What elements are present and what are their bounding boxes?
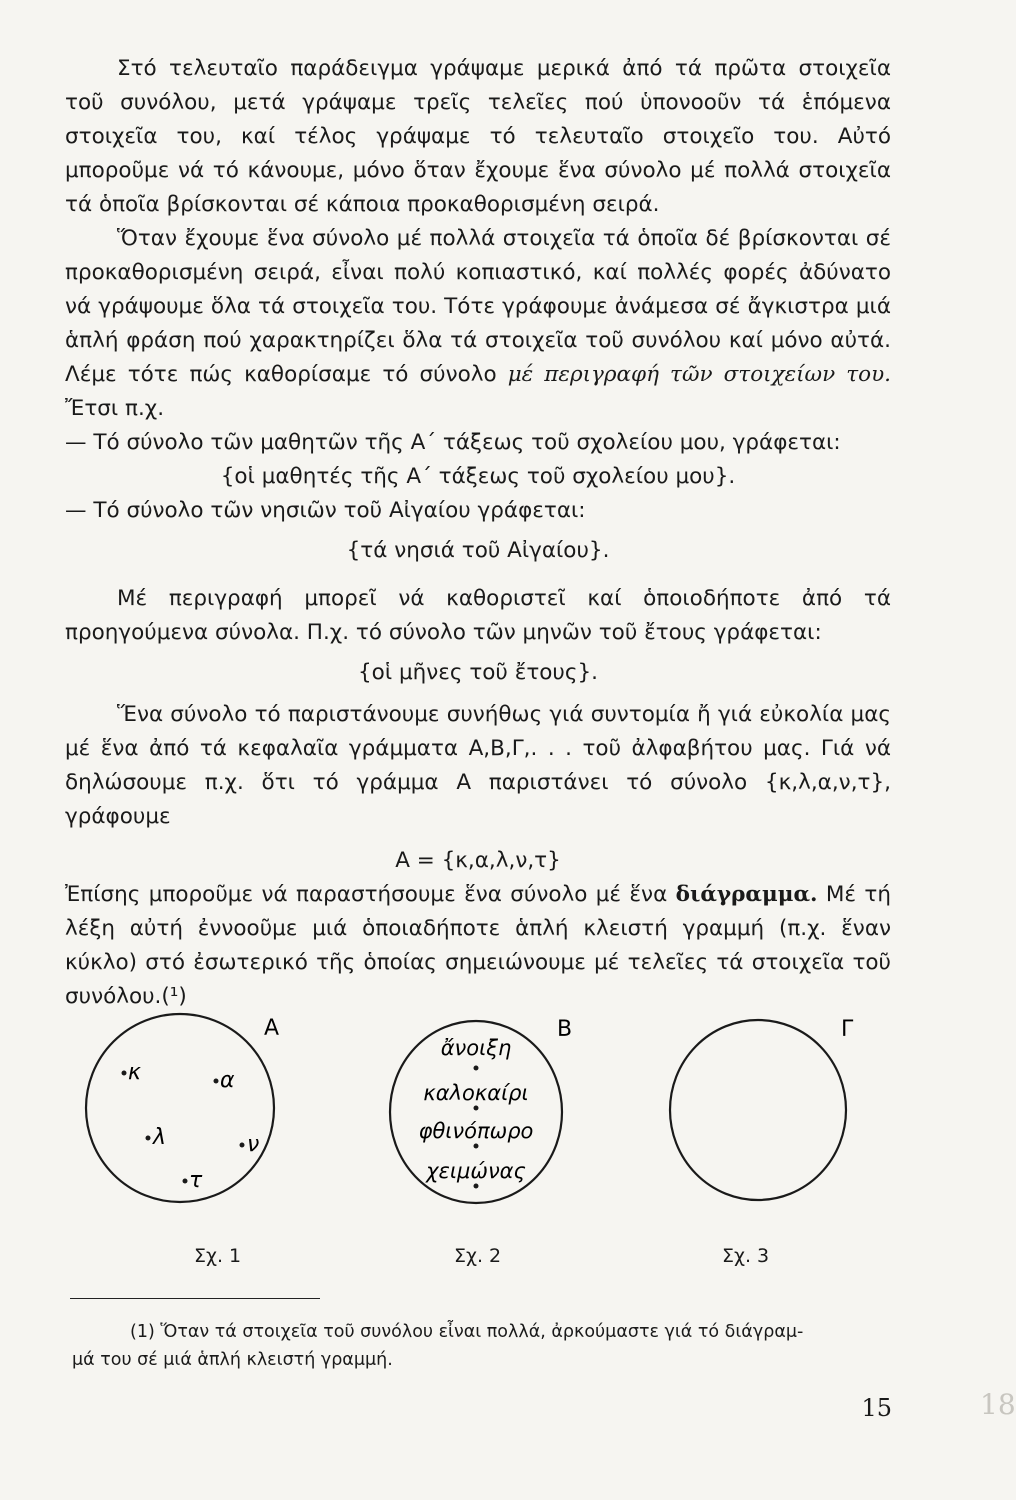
venn-diagram-1 bbox=[80, 1005, 300, 1215]
venn-diagram-2 bbox=[370, 1010, 590, 1220]
paragraph-4: Ἕνα σύνολο τό παριστάνουμε συνήθως γιά συντομία ἤ γιά εὐκολία μας μέ ἕνα ἀπό τά κεφαλαῖα γράμματα Α,Β,Γ,. . . τοῦ ἀλφαβήτου μας. Γιά νά δηλώσουμε π.χ. ὅτι τό γράμμα Α παριστάνει τό σύνολο {κ,λ,α,ν,τ}, γράφουμε bbox=[65, 702, 891, 829]
element-autumn: φθινόπωρο bbox=[418, 1119, 534, 1143]
italic-term: μέ περιγραφή τῶν στοιχείων του. bbox=[507, 362, 891, 387]
element-summer: καλοκαίρι bbox=[423, 1081, 529, 1105]
element-lambda: λ bbox=[153, 1125, 167, 1150]
element-nu: ν bbox=[247, 1132, 260, 1157]
example-2-set: {τά νησιά τοῦ Αἰγαίου}. bbox=[346, 538, 610, 563]
figure-2-caption: Σχ. 2 bbox=[454, 1245, 502, 1267]
element-winter: χειμώνας bbox=[426, 1159, 526, 1183]
footnote-rule bbox=[70, 1298, 320, 1299]
venn-diagram-3 bbox=[660, 1010, 880, 1220]
bleed-through-page-number: 18 bbox=[980, 1388, 1016, 1421]
dot-kappa bbox=[122, 1071, 127, 1076]
set-c-label: Γ bbox=[841, 1017, 854, 1042]
footnote bbox=[72, 1318, 890, 1374]
example-2: — Τό σύνολο τῶν νησιῶν τοῦ Αἰγαίου γράφεται: bbox=[65, 498, 586, 523]
footnote-line-2: μά του σέ μιά ἁπλή κλειστή γραμμή. bbox=[72, 1350, 393, 1370]
paragraph-5-start: Ἐπίσης μποροῦμε νά παραστήσουμε ἕνα σύνολο μέ ἕνα bbox=[65, 882, 668, 907]
set-c-circle bbox=[670, 1020, 846, 1200]
venn-diagram-2-svg bbox=[370, 1010, 590, 1220]
dot-autumn bbox=[474, 1144, 479, 1149]
paragraph-3-set: {οἱ μῆνες τοῦ ἔτους}. bbox=[358, 660, 598, 685]
set-equation: Α = {κ,α,λ,ν,τ} bbox=[395, 848, 561, 873]
set-a-circle bbox=[86, 1014, 274, 1202]
figure-3-caption: Σχ. 3 bbox=[722, 1245, 770, 1267]
dot-alpha bbox=[214, 1079, 219, 1084]
dot-nu bbox=[240, 1143, 245, 1148]
example-1: — Τό σύνολο τῶν μαθητῶν τῆς Α΄ τάξεως τοῦ σχολείου μου, γράφεται: bbox=[65, 430, 841, 455]
element-tau: τ bbox=[189, 1168, 203, 1193]
footnote-line-1: (1) Ὅταν τά στοιχεῖα τοῦ συνόλου εἶναι πολλά, ἀρκούμαστε γιά τό διάγραμ- bbox=[130, 1322, 804, 1342]
paragraph-3: Μέ περιγραφή μπορεῖ νά καθοριστεῖ καί ὁποιοδήποτε ἀπό τά προηγούμενα σύνολα. Π.χ. τό σύνολο τῶν μηνῶν τοῦ ἔτους γράφεται: bbox=[65, 586, 891, 645]
set-a-label: Α bbox=[264, 1016, 280, 1041]
dot-lambda bbox=[146, 1136, 151, 1141]
element-alpha: α bbox=[220, 1068, 235, 1093]
element-kappa: κ bbox=[128, 1060, 141, 1085]
venn-diagram-1-svg bbox=[80, 1005, 300, 1215]
element-spring: ἄνοιξη bbox=[440, 1036, 512, 1060]
set-b-label: Β bbox=[557, 1017, 573, 1042]
paragraph-2-start: Ὅταν ἔχουμε ἕνα σύνολο μέ πολλά στοιχεῖα τά ὁποῖα δέ βρίσκονται σέ προκαθορισμένη σειρά, εἶναι πολύ κοπιαστικό, καί πολλές φορές ἀδύνατο νά γράψουμε ὅλα τά στοιχεῖα του. Τότε γράφουμε ἀνάμεσα σέ ἄγκιστρα μιά ἁπλή φράση πού χαρακτηρίζει ὅλα τά στοιχεῖα τοῦ συνόλου καί μόνο αὐτά. Λέμε τότε πώς καθορίσαμε τό σύνολο bbox=[65, 226, 891, 387]
figure-1-caption: Σχ. 1 bbox=[194, 1245, 242, 1267]
paragraph-1: Στό τελευταῖο παράδειγμα γράψαμε μερικά ἀπό τά πρῶτα στοιχεῖα τοῦ συνόλου, μετά γράψαμε τρεῖς τελεῖες πού ὑπονοοῦν τά ἑπόμενα στοιχεῖα του, καί τέλος γράψαμε τό τελευταῖο στοιχεῖο του. Αὐτό μποροῦμε νά τό κάνουμε, μόνο ὅταν ἔχουμε ἕνα σύνολο μέ πολλά στοιχεῖα τά ὁποῖα βρίσκονται σέ κάποια προκαθορισμένη σειρά. bbox=[65, 56, 891, 217]
paragraph-2-end: Ἔτσι π.χ. bbox=[65, 396, 165, 421]
bold-term: διάγραμμα. bbox=[675, 882, 818, 907]
dot-summer bbox=[474, 1106, 479, 1111]
venn-diagram-3-svg bbox=[660, 1010, 880, 1220]
paragraph-5-end: Μέ τή λέξη αὐτή ἐννοοῦμε μιά ὁποιαδήποτε ἁπλή κλειστή γραμμή (π.χ. ἕναν κύκλο) στό ἐσωτερικό τῆς ὁποίας σημειώνουμε μέ τελεῖες τά στοιχεῖα τοῦ συνόλου.(¹) bbox=[65, 882, 892, 1009]
paragraph-5 bbox=[65, 878, 891, 1014]
page-number: 15 bbox=[861, 1394, 892, 1422]
paragraph-2 bbox=[65, 222, 891, 426]
main-text bbox=[65, 52, 891, 1014]
dot-tau bbox=[183, 1179, 188, 1184]
example-1-set: {οἱ μαθητές τῆς Α΄ τάξεως τοῦ σχολείου μου}. bbox=[220, 464, 736, 489]
dot-spring bbox=[474, 1066, 479, 1071]
dot-winter bbox=[474, 1184, 479, 1189]
